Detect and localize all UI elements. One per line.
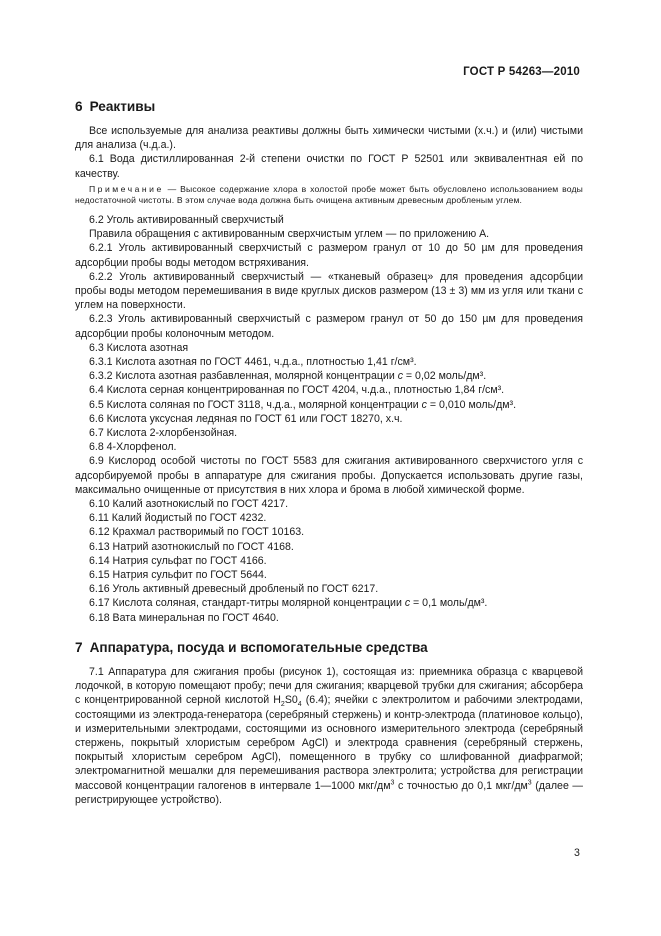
clause-6-14: 6.14 Натрия сульфат по ГОСТ 4166.	[89, 554, 267, 567]
clause-6-3: 6.3 Кислота азотная	[89, 341, 189, 354]
superscript-3: 3	[390, 778, 395, 786]
clause-6-3-2	[75, 369, 583, 383]
clause-6-4: 6.4 Кислота серная концентрированная по ГОСТ 4204, ч.д.а., плотностью 1,84 г/см³.	[89, 384, 505, 397]
clause-6-3-2-var: с	[397, 370, 403, 383]
clause-6-2-2: 6.2.2 Уголь активированный сверхчистый — «тканевый образец» для проведения адсорбции пробы воды методом перемешивания в виде круглых дисков размером (13 ± 3) мм из угля или ткани с углем на поверхности.	[75, 270, 583, 312]
note-text: — Высокое содержание хлора в холостой пробе может быть обусловлено использованием воды недостаточной чистоты. В этом случае вода должна быть очищена активным древесным дробленым углем.	[75, 183, 583, 206]
clause-6-11: 6.11 Калий йодистый по ГОСТ 4232.	[89, 512, 267, 525]
clause-6-5	[75, 398, 583, 412]
note	[75, 184, 583, 207]
section-7-title: Аппаратура, посуда и вспомогательные средства	[89, 639, 428, 655]
clause-6-17-var: с	[404, 597, 411, 610]
document-header: ГОСТ Р 54263—2010	[463, 66, 580, 78]
clause-6-16: 6.16 Уголь активный древесный дробленый по ГОСТ 6217.	[89, 583, 379, 596]
clause-6-5-text: 6.5 Кислота соляная по ГОСТ 3118, ч.д.а., молярной концентрации	[89, 398, 422, 411]
clause-6-18: 6.18 Вата минеральная по ГОСТ 4640.	[89, 611, 279, 624]
clause-6-2: 6.2 Уголь активированный сверхчистый	[89, 214, 284, 226]
section-7-number: 7	[75, 639, 83, 655]
clause-6-2-3: 6.2.3 Уголь активированный сверхчистый с размером гранул от 50 до 150 µм для проведения адсорбции пробы колоночным методом.	[75, 313, 583, 340]
page-number: 3	[574, 847, 580, 859]
clause-7-1-part-d: с точностью до 0,1 мкг/дм	[394, 779, 528, 792]
clause-6-3-2-text: 6.3.2 Кислота азотная разбавленная, молярной концентрации	[89, 370, 398, 383]
clause-6-15: 6.15 Натрия сульфит по ГОСТ 5644.	[89, 569, 267, 582]
section-6-intro: Все используемые для анализа реактивы должны быть химически чистыми (х.ч.) и (или) чистыми для анализа (ч.д.а.).	[75, 125, 583, 152]
clause-6-7: 6.7 Кислота 2-хлорбензойная.	[89, 427, 238, 440]
note-label: Примечание	[89, 183, 164, 194]
subscript-2: 2	[280, 701, 285, 709]
clause-7-1-part-c: (6.4); ячейки с электролитом и рабочими электродами, состоящими из электрода-генератора (серебряный стержень) и контр-электрода (платиновое кольцо), и измерительными электродами, состоящими из основного измерительного электрода (серебряный стержень, покрытый хлористым серебром AgCl) и электрода сравнения (серебряный стержень, покрытый хлористым серебром AgCl), помещенного в трубку со шлифованной диафрагмой; электромагнитной мешалки для перемешивания раствора электролита; устройства для регистрации массовой концентрации галогенов в интервале 1—1000 мкг/дм	[75, 694, 583, 792]
clause-7-1-part-b: S0	[284, 694, 298, 707]
subscript-4: 4	[297, 701, 302, 709]
clause-6-3-1: 6.3.1 Кислота азотная по ГОСТ 4461, ч.д.а., плотностью 1,41 г/см³.	[89, 356, 417, 369]
clause-6-5-value: = 0,010 моль/дм³.	[426, 398, 517, 411]
clause-6-2-rule: Правила обращения с активированным сверхчистым углем — по приложению А.	[89, 228, 490, 241]
page-content	[75, 98, 583, 807]
clause-6-2-1: 6.2.1 Уголь активированный сверхчистый с размером гранул от 10 до 50 µм для проведения адсорбции пробы воды методом встряхивания.	[75, 242, 583, 269]
clause-7-1	[75, 665, 583, 807]
clause-6-8: 6.8 4-Хлорфенол.	[89, 441, 177, 454]
clause-6-9: 6.9 Кислород особой чистоты по ГОСТ 5583 для сжигания активированного сверхчистого угля с адсорбируемой пробы в аппаратуре для сжигания пробы. Допускается использовать другие газы, максимально очищенные от присутствия в них хлора и брома в любой химической форме.	[75, 455, 583, 496]
clause-6-5-var: с	[421, 398, 427, 411]
clause-6-17	[75, 596, 583, 610]
clause-6-13: 6.13 Натрий азотнокислый по ГОСТ 4168.	[89, 540, 294, 553]
section-7-heading	[75, 639, 583, 656]
section-6-title: Реактивы	[89, 99, 156, 114]
clause-6-6: 6.6 Кислота уксусная ледяная по ГОСТ 61 или ГОСТ 18270, х.ч.	[89, 412, 403, 425]
section-6-number: 6	[75, 99, 83, 114]
clause-6-3-2-value: = 0,02 моль/дм³.	[402, 370, 487, 383]
clause-6-1: 6.1 Вода дистиллированная 2-й степени очистки по ГОСТ Р 52501 или эквивалентная ей по качеству.	[75, 153, 583, 180]
superscript-3b: 3	[527, 778, 532, 786]
clause-6-17-value: = 0,1 моль/дм³.	[410, 597, 488, 610]
clause-6-10: 6.10 Калий азотнокислый по ГОСТ 4217.	[89, 498, 289, 511]
clause-7-1-part-e: (далее — регистрирующее устройство).	[75, 779, 584, 806]
section-6-heading	[75, 98, 583, 115]
clause-6-12: 6.12 Крахмал растворимый по ГОСТ 10163.	[89, 526, 305, 539]
clause-7-1-part-a: 7.1 Аппаратура для сжигания пробы (рисунок 1), состоящая из: приемника образца с кварцевой лодочкой, в которую помещают пробу; печи для сжигания; кварцевой трубки для сжигания; абсорбера с концентрированной серной кислотой H	[75, 665, 583, 707]
clause-6-17-text: 6.17 Кислота соляная, стандарт-титры молярной концентрации	[89, 597, 405, 610]
